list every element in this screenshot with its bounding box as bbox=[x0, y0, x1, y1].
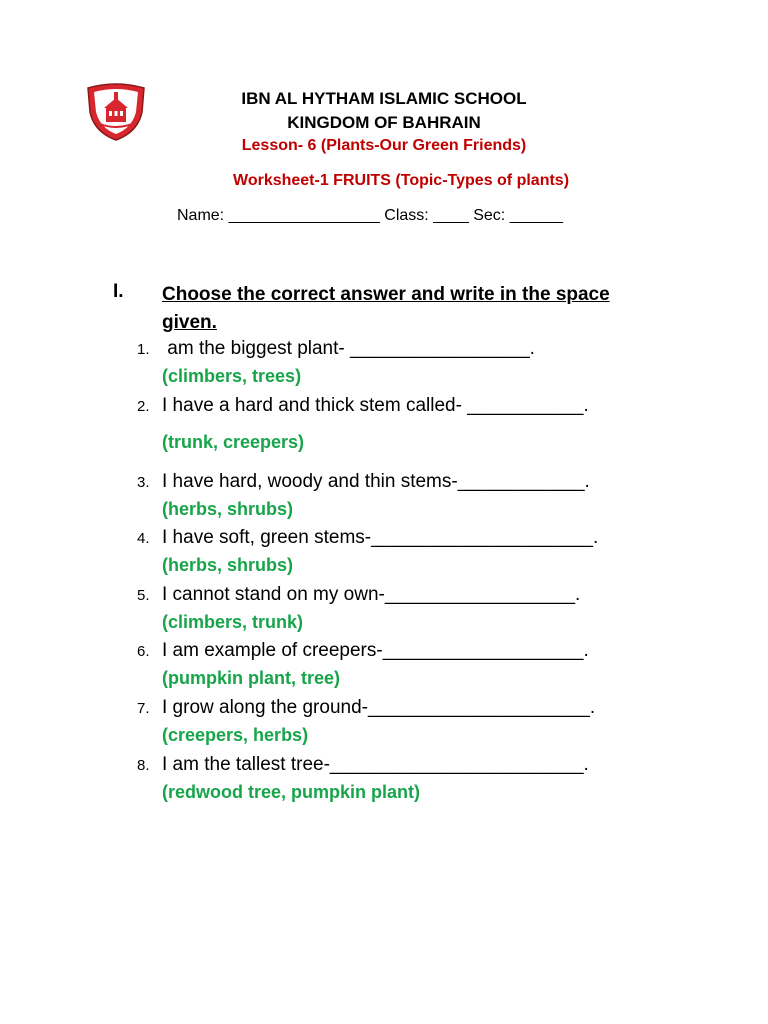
question-options: (redwood tree, pumpkin plant) bbox=[162, 782, 421, 802]
question-options: (climbers, trunk) bbox=[162, 612, 304, 632]
lesson-title: Lesson- 6 (Plants-Our Green Friends) bbox=[241, 137, 527, 154]
question-text: I have hard, woody and thin stems-____________. bbox=[162, 471, 590, 492]
question-text: I am the tallest tree-________________________. bbox=[162, 754, 589, 775]
question-text: I have soft, green stems-_____________________. bbox=[162, 527, 599, 548]
question-number: 2. bbox=[137, 398, 150, 415]
question-text: I grow along the ground-_____________________. bbox=[162, 697, 596, 718]
question-options: (climbers, trees) bbox=[162, 366, 302, 386]
question-text: am the biggest plant- _________________. bbox=[162, 338, 535, 359]
question-number: 8. bbox=[137, 757, 150, 774]
question-options: (creepers, herbs) bbox=[162, 725, 309, 745]
question-number: 1. bbox=[137, 341, 150, 358]
question-number: 5. bbox=[137, 587, 150, 604]
question-number: 4. bbox=[137, 530, 150, 547]
question-text: I cannot stand on my own-__________________. bbox=[162, 584, 581, 605]
question-number: 6. bbox=[137, 643, 150, 660]
worksheet-title: Worksheet-1 FRUITS (Topic-Types of plants) bbox=[233, 172, 570, 189]
country-name: KINGDOM OF BAHRAIN bbox=[287, 113, 481, 132]
section-number: I. bbox=[113, 281, 124, 302]
name-class-sec-line: Name: _________________ Class: ____ Sec: ______ bbox=[177, 207, 564, 224]
school-name: IBN AL HYTHAM ISLAMIC SCHOOL bbox=[241, 89, 527, 108]
question-number: 7. bbox=[137, 700, 150, 717]
question-text: I have a hard and thick stem called- ___________. bbox=[162, 395, 589, 416]
question-options: (herbs, shrubs) bbox=[162, 499, 294, 519]
question-options: (pumpkin plant, tree) bbox=[162, 668, 341, 688]
question-options: (trunk, creepers) bbox=[162, 432, 305, 452]
question-options: (herbs, shrubs) bbox=[162, 555, 294, 575]
section-title: Choose the correct answer and write in the space given. bbox=[162, 284, 610, 333]
question-number: 3. bbox=[137, 474, 150, 491]
question-text: I am example of creepers-___________________. bbox=[162, 640, 589, 661]
